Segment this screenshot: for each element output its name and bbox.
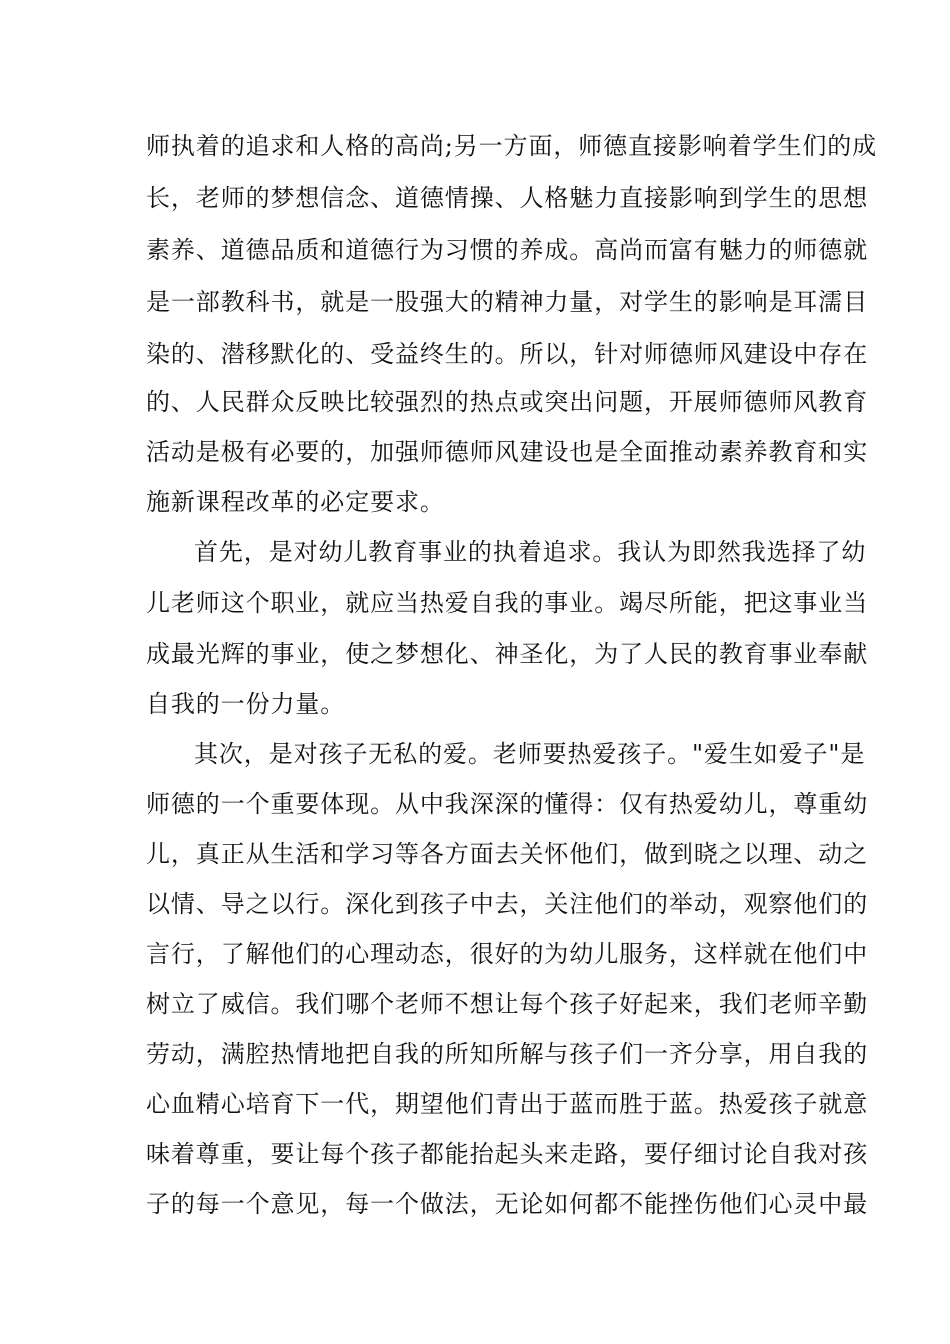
paragraph-2-line-4: 自我的一份力量。 xyxy=(146,690,346,718)
paragraph-1-line-8: 施新课程改革的必定要求。 xyxy=(146,488,445,516)
paragraph-2-line-1: 首先，是对幼儿教育事业的执着追求。我认为即然我选择了幼 xyxy=(194,538,867,566)
paragraph-3-line-6: 树立了威信。我们哪个老师不想让每个孩子好起来，我们老师辛勤 xyxy=(146,990,869,1018)
paragraph-3-line-3: 儿，真正从生活和学习等各方面去关怀他们，做到晓之以理、动之 xyxy=(146,840,869,868)
paragraph-1-line-4: 是一部教科书，就是一股强大的精神力量，对学生的影响是耳濡目 xyxy=(146,288,869,316)
paragraph-1-line-5: 染的、潜移默化的、受益终生的。所以，针对师德师风建设中存在 xyxy=(146,340,869,368)
paragraph-3-line-8: 心血精心培育下一代，期望他们青出于蓝而胜于蓝。热爱孩子就意 xyxy=(146,1090,869,1118)
paragraph-3-line-9: 味着尊重，要让每个孩子都能抬起头来走路，要仔细讨论自我对孩 xyxy=(146,1140,869,1168)
paragraph-2-line-2: 儿老师这个职业，就应当热爱自我的事业。竭尽所能，把这事业当 xyxy=(146,589,869,617)
paragraph-3-line-10: 子的每一个意见，每一个做法，无论如何都不能挫伤他们心灵中最 xyxy=(146,1190,869,1218)
paragraph-3-line-4: 以情、导之以行。深化到孩子中去，关注他们的举动，观察他们的 xyxy=(146,890,869,918)
paragraph-3-line-5: 言行，了解他们的心理动态，很好的为幼儿服务，这样就在他们中 xyxy=(146,940,869,968)
paragraph-1-line-6: 的、人民群众反映比较强烈的热点或突出问题，开展师德师风教育 xyxy=(146,388,869,416)
paragraph-1-line-3: 素养、道德品质和道德行为习惯的养成。高尚而富有魅力的师德就 xyxy=(146,236,869,264)
paragraph-1-line-7: 活动是极有必要的，加强师德师风建设也是全面推动素养教育和实 xyxy=(146,438,869,466)
paragraph-3-line-7: 劳动，满腔热情地把自我的所知所解与孩子们一齐分享，用自我的 xyxy=(146,1040,869,1068)
paragraph-1-line-1: 师执着的追求和人格的高尚;另一方面，师德直接影响着学生们的成 xyxy=(146,132,878,160)
paragraph-2-line-3: 成最光辉的事业，使之梦想化、神圣化，为了人民的教育事业奉献 xyxy=(146,640,869,668)
paragraph-3-line-2: 师德的一个重要体现。从中我深深的懂得：仅有热爱幼儿，尊重幼 xyxy=(146,790,869,818)
paragraph-1-line-2: 长，老师的梦想信念、道德情操、人格魅力直接影响到学生的思想 xyxy=(146,184,869,212)
paragraph-3-line-1: 其次，是对孩子无私的爱。老师要热爱孩子。"爱生如爱子"是 xyxy=(194,740,866,768)
